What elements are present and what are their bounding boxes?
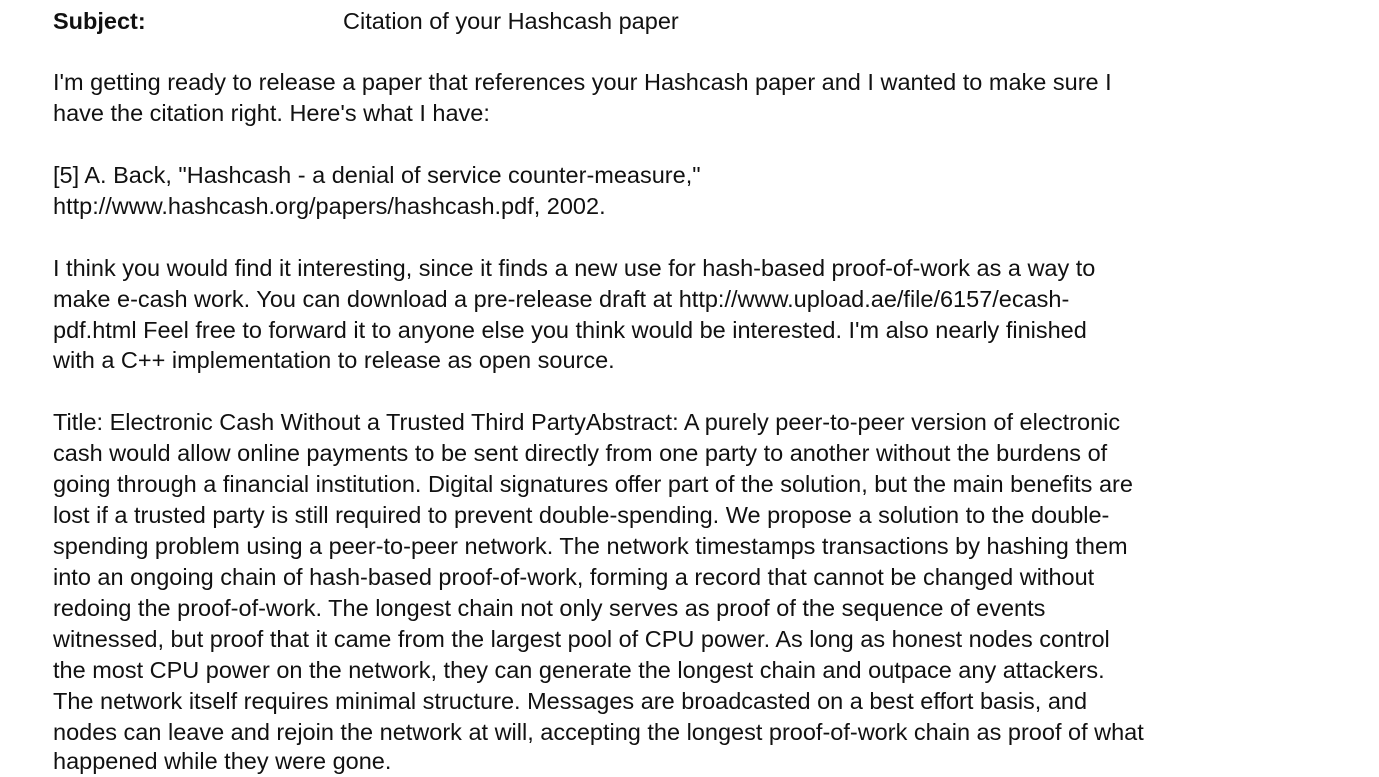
body-line: make e-cash work. You can download a pre-release draft at http://www.upload.ae/file/6157/ecash- [53,286,1070,312]
body-line: with a C++ implementation to release as open source. [53,347,615,373]
subject-value: Citation of your Hashcash paper [343,8,679,34]
abstract-line: going through a financial institution. Digital signatures offer part of the solution, but the main benefits are [53,471,1133,497]
abstract-line: nodes can leave and rejoin the network at will, accepting the longest proof-of-work chain as proof of what [53,719,1144,745]
abstract-line: spending problem using a peer-to-peer network. The network timestamps transactions by hashing them [53,533,1128,559]
subject-label: Subject: [53,8,146,34]
abstract-line: into an ongoing chain of hash-based proof-of-work, forming a record that cannot be changed without [53,564,1095,590]
body-line: pdf.html Feel free to forward it to anyone else you think would be interested. I'm also nearly finished [53,317,1087,343]
abstract-line: cash would allow online payments to be sent directly from one party to another without the burdens of [53,440,1108,466]
abstract-line: redoing the proof-of-work. The longest chain not only serves as proof of the sequence of events [53,595,1046,621]
body-line: have the citation right. Here's what I have: [53,100,490,126]
abstract-line: The network itself requires minimal structure. Messages are broadcasted on a best effort basis, and [53,688,1088,714]
abstract-line: lost if a trusted party is still required to prevent double-spending. We propose a solution to the double- [53,502,1110,528]
abstract-line: happened while they were gone. [53,748,392,774]
abstract-line: witnessed, but proof that it came from the largest pool of CPU power. As long as honest nodes control [53,626,1110,652]
abstract-line: Title: Electronic Cash Without a Trusted Third PartyAbstract: A purely peer-to-peer version of electronic [53,409,1121,435]
body-line: I'm getting ready to release a paper that references your Hashcash paper and I wanted to make sure I [53,69,1112,95]
body-line: I think you would find it interesting, since it finds a new use for hash-based proof-of-work as a way to [53,255,1096,281]
abstract-line: the most CPU power on the network, they can generate the longest chain and outpace any attackers. [53,657,1105,683]
citation-line: http://www.hashcash.org/papers/hashcash.pdf, 2002. [53,193,606,219]
citation-line: [5] A. Back, "Hashcash - a denial of service counter-measure," [53,162,701,188]
